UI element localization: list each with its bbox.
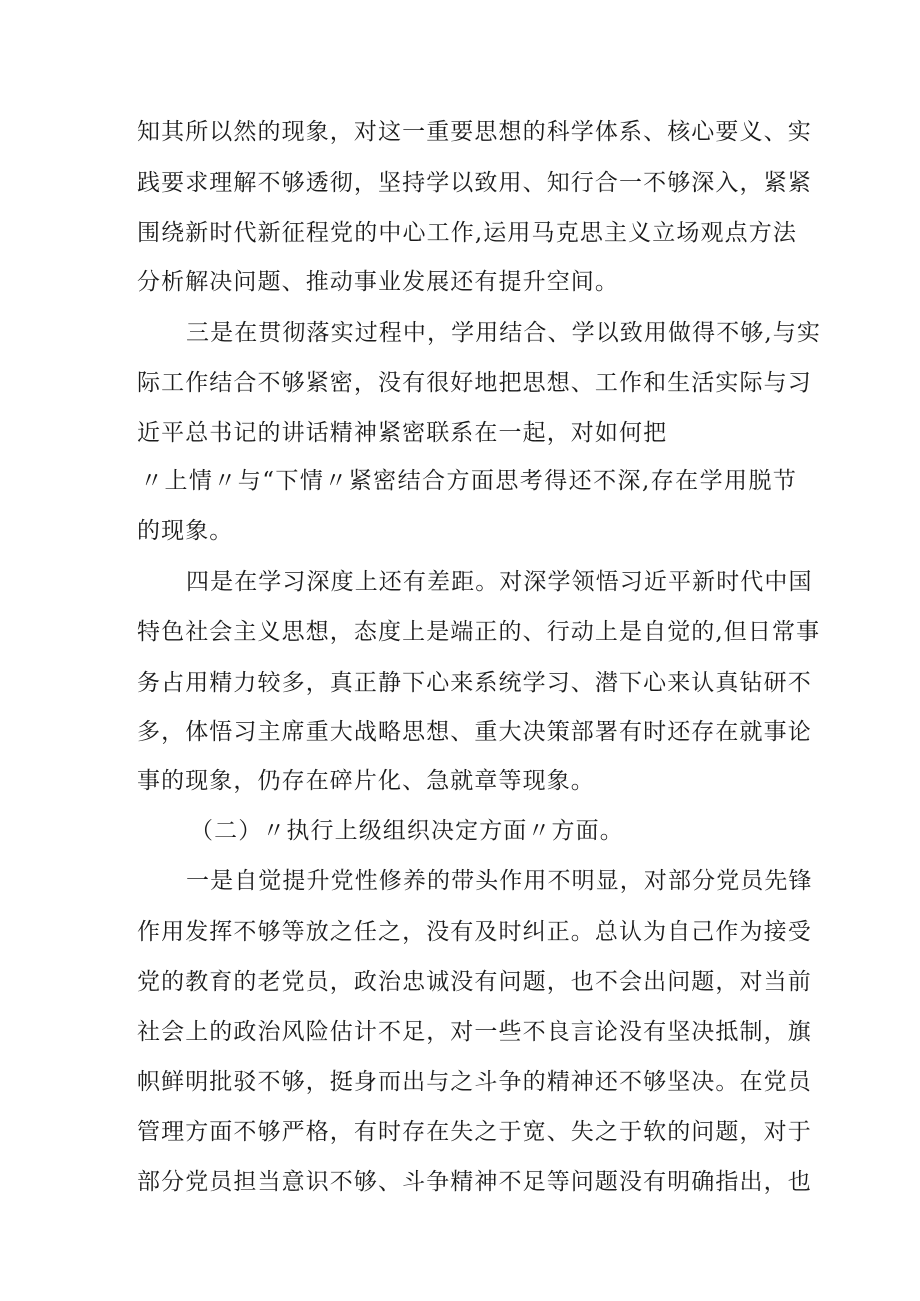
text-line: 践要求理解不够透彻，坚持学以致用、知行合一不够深入，紧紧 — [137, 170, 812, 196]
text-line: 四是在学习深度上还有差距。对深学领悟习近平新时代中国 — [186, 569, 813, 595]
text-line: 社会上的政治风险估计不足，对一些不良言论没有坚决抵制，旗 — [137, 1019, 812, 1045]
text-line: 近平总书记的讲话精神紧密联系在一起，对如何把 — [137, 420, 668, 446]
text-line: 的现象。 — [137, 518, 234, 544]
text-line: 作用发挥不够等放之任之，没有及时纠正。总认为自己作为接受 — [137, 919, 812, 945]
text-line: 〃上情〃与“下情〃紧密结合方面思考得还不深,存在学用脱节 — [140, 468, 797, 494]
text-line: 党的教育的老党员，政治忠诚没有问题，也不会出问题，对当前 — [137, 969, 812, 995]
text-line: 一是自觉提升党性修养的带头作用不明显，对部分党员先锋 — [186, 868, 813, 894]
text-line: 管理方面不够严格，有时存在失之于宽、失之于软的问题，对于 — [137, 1119, 812, 1145]
text-line: 际工作结合不够紧密，没有很好地把思想、工作和生活实际与习 — [137, 370, 812, 396]
text-line: 特色社会主义思想，态度上是端正的、行动上是自觉的,但日常事 — [137, 619, 821, 645]
text-line: 事的现象，仍存在碎片化、急就章等现象。 — [137, 768, 595, 794]
text-line: 围绕新时代新征程党的中心工作,运用马克思主义立场观点方法 — [137, 220, 797, 246]
text-line: 分析解决问题、推动事业发展还有提升空间。 — [137, 269, 619, 295]
text-line: 多，体悟习主席重大战略思想、重大决策部署有时还存在就事论 — [137, 719, 812, 745]
text-line: 三是在贯彻落实过程中，学用结合、学以致用做得不够,与实 — [186, 320, 822, 346]
section-heading: （二）〃执行上级组织决定方面〃方面。 — [190, 818, 624, 844]
text-line: 部分党员担当意识不够、斗争精神不足等问题没有明确指出，也 — [137, 1169, 812, 1195]
text-line: 帜鲜明批驳不够，挺身而出与之斗争的精神还不够坚决。在党员 — [137, 1069, 812, 1095]
text-line: 知其所以然的现象，对这一重要思想的科学体系、核心要义、实 — [137, 119, 812, 145]
text-line: 务占用精力较多，真正静下心来系统学习、潜下心来认真钻研不 — [137, 670, 812, 696]
